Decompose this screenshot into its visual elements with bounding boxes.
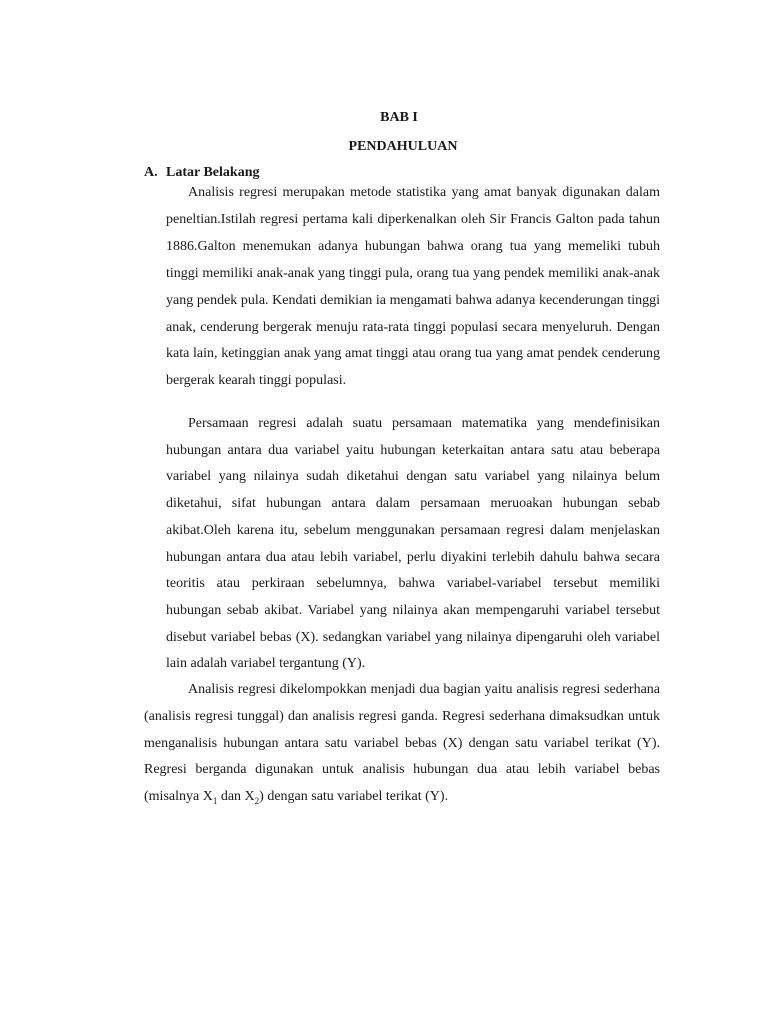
paragraph-3-end: ) dengan satu variabel terikat (Y). — [259, 789, 449, 805]
subscript-2: 2 — [254, 795, 260, 806]
paragraph-3-text: Analisis regresi dikelompokkan menjadi dua bagian yaitu analisis regresi sederhana (analisis regresi tunggal) dan analisis regresi ganda. Regresi sederhana dimaksudkan untuk menganalisis hubungan antara satu variabel bebas (X) dengan satu variabel terikat (Y). Regresi berganda digunakan untuk analisis hubungan dua atau lebih variabel bebas (misalnya X — [144, 682, 660, 805]
section-letter: A. — [144, 165, 158, 180]
paragraph-3-mid: dan X — [217, 789, 255, 805]
paragraph-2: Persamaan regresi adalah suatu persamaan matematika yang mendefinisikan hubungan antara dua variabel yaitu hubungan keterkaitan antara satu atau beberapa variabel yang nilainya sudah diketahui dengan satu variabel yang nilainya belum diketahui, sifat hubungan antara dalam persamaan meruoakan hubungan sebab akibat.Oleh karena itu, sebelum menggunakan persamaan regresi dalam menjelaskan hubungan antara dua atau lebih variabel, perlu diyakini terlebih dahulu bahwa secara teoritis atau perkiraan sebelumnya, bahwa variabel-variabel tersebut memiliki hubungan sebab akibat. Variabel yang nilainya akan mempengaruhi variabel tersebut disebut variabel bebas (X). sedangkan variabel yang nilainya dipengaruhi oleh variabel lain adalah variabel tergantung (Y). — [166, 416, 660, 672]
chapter-title: PENDAHULUAN — [348, 139, 458, 154]
subscript-1: 1 — [212, 795, 218, 806]
paragraph-1: Analisis regresi merupakan metode statistika yang amat banyak digunakan dalam peneltian.Istilah regresi pertama kali diperkenalkan oleh Sir Francis Galton pada tahun 1886.Galton menemukan adanya hubungan bahwa orang tua yang memeliki tubuh tinggi memiliki anak-anak yang tinggi pula, orang tua yang pendek memiliki anak-anak yang pendek pula. Kendati demikian ia mengamati bahwa adanya kecenderungan tinggi anak, cenderung bergerak menuju rata-rata tinggi populasi secara menyeluruh. Dengan kata lain, ketinggian anak yang amat tinggi atau orang tua yang amat pendek cenderung bergerak kearah tinggi populasi. — [166, 185, 660, 389]
section-title: Latar Belakang — [166, 165, 260, 180]
chapter-number: BAB I — [380, 110, 418, 125]
paragraph-3 — [144, 677, 660, 811]
